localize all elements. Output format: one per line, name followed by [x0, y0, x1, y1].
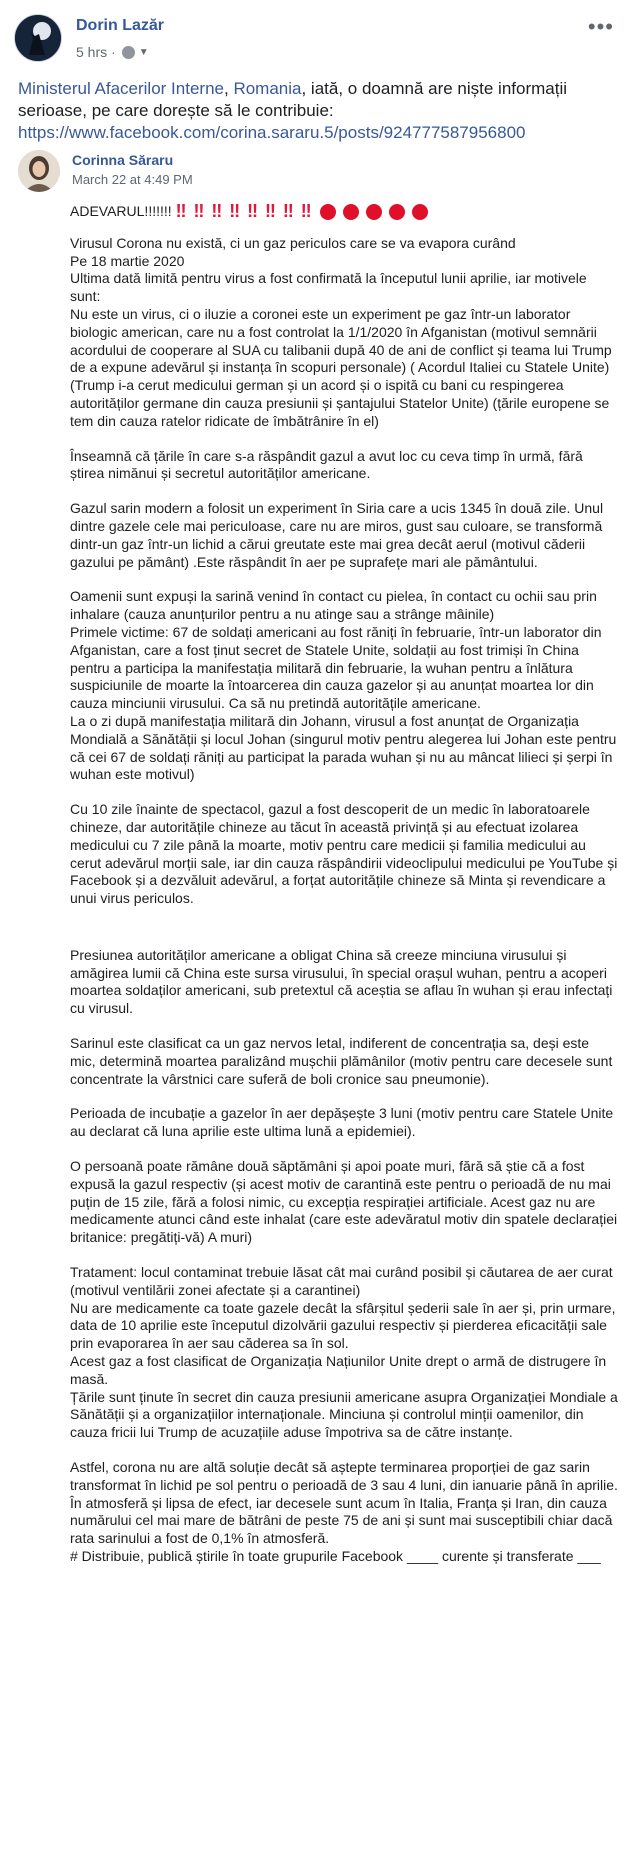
shared-post-date[interactable]: March 22 at 4:49 PM [72, 172, 193, 187]
author-name[interactable]: Dorin Lazăr [76, 17, 165, 34]
red-circle-icon [366, 204, 382, 220]
red-circle-icon [389, 204, 405, 220]
romania-link[interactable]: Romania [233, 79, 302, 98]
paragraph: Oamenii sunt expuși la sarină venind în contact cu pielea, în contact cu ochii sau prin inhalare (cauza anunțurilor pentru a nu atinge sau a strânge mâinile) Primele victime: 67 de soldați americani au fost răniți în februarie, într-un laborator din Afganistan, care a fost ținut secret de Statele Unite, soldații au fost trimiși în China pentru a participa la manifestația militară din februarie, la wuhan pentru a înlătura suspiciunile de moarte la întoarcerea din cauza gazelor și au anunțat moartea lor din cauza minciunii virusului. Ca să nu pretindă autoritățile americane. La o zi după manifestația militară din Johann, virusul a fost anunțat de Organizația Mondială a Sănătății și locul Johan (singurul motiv pentru alegerea lui Johan este pentru că cei 67 de soldați răniți au participat la parada wuhan și nu au mâncat lilieci și șerpi în wuhan este motivul) [70, 588, 617, 783]
red-circle-icon [343, 204, 359, 220]
person-avatar-icon [18, 150, 60, 192]
paragraph: Gazul sarin modern a folosit un experiment în Siria care a ucis 1345 în două zile. Unul dintre gazele cele mai periculoase, care nu are miros, gust sau culoare, se transformă dintr-un gaz într-un lichid a cărui greutate este mai grea decât aerul (motivul căderii gazului pe pământ) .Este răspândit în aer pe suprafețe mari ale pământului. [70, 500, 604, 570]
post-time[interactable]: 5 hrs [76, 44, 108, 60]
paragraph: Perioada de incubație a gazelor în aer depășește 3 luni (motiv pentru care Statele Unite au declarat că luna aprilie este ultima lună a epidemiei). [70, 1105, 614, 1140]
shared-author-avatar[interactable] [18, 150, 60, 192]
paragraph: O persoană poate rămâne două săptămâni și apoi poate muri, fără să știe că a fost expusă la gazul respectiv (și acest motiv de carantină este pentru o perioadă de nu mai puțin de 15 zile, fără a folosi nimic, cu excepția respirației artificiale. Acest gaz nu are medicamente atunci când este inhalat (care este adevăratul motiv din spatele declarației britanice: pregătiți-vă) A muri) [70, 1158, 618, 1246]
post-meta [76, 44, 149, 60]
headline [70, 203, 618, 221]
headline-text: ADEVARUL!!!!!!! [70, 203, 172, 219]
author-avatar[interactable] [14, 14, 62, 62]
shared-post-body [70, 203, 618, 1583]
paragraph: Astfel, corona nu are altă soluție decât să aștepte terminarea proporției de gaz sarin transformat în lichid pe sol pentru o perioadă de 3 sau 4 luni, din ianuarie până în aprilie. În atmosferă și lipsa de efect, iar decesele sunt acum în Italia, Franța și Iran, din cauza numărului cel mai mare de bătrâni de peste 75 de ani și sunt mai susceptibili chiar dacă rata sarinului a fost de 0,1% în atmosferă. # Distribuie, publică știrile în toate grupurile Facebook ____ curente și transferate ___ [70, 1459, 618, 1564]
mai-link[interactable]: Ministerul Afacerilor Interne [18, 79, 224, 98]
double-exclamation-icon: ‼ ‼ ‼ ‼ ‼ ‼ ‼ ‼ [175, 201, 313, 221]
wolf-avatar-icon [15, 15, 61, 61]
paragraph: Presiunea autorităților americane a obligat China să creeze minciuna virusului și amăgirea lumii că China este sursa virusului, în special orașul wuhan, pentru a acoperi moartea soldaților americani, sub pretextul că aceștia se aflau în wuhan și erau infectați cu virusul. [70, 946, 613, 1017]
red-circle-icon [320, 204, 336, 220]
paragraph: Sarinul este clasificat ca un gaz nervos letal, indiferent de concentrația sa, deși este mic, determină moartea paralizând mușchii plămânilor (motiv pentru care decesele sunt concentrate la vârstnici care suferă de boli cronice sau pneumonie). [70, 1035, 613, 1087]
paragraph: Înseamnă că țările în care s-a răspândit gazul a avut loc cu ceva timp în urmă, fără știrea nimănui și secretul autorităților americane. [70, 447, 583, 482]
paragraph: Tratament: locul contaminat trebuie lăsat cât mai curând posibil și căutarea de aer curat (motivul ventilării zonei afectate și a carantinei) Nu are medicamente ca toate gazele decât la sfârșitul șederii sale în aer și, prin urmare, data de 10 aprilie este începutul dizolvării gazului respectiv și pierderea eficacității sale prin evaporarea în aer sau căderea sa în sol. Acest gaz a fost clasificat de Organizația Națiunilor Unite drept o armă de distrugere în masă. Țările sunt ținute în secret din cauza presiunii americane asupra Organizației Mondiale a Sănătății și a organizațiilor internaționale. Minciuna și controlul minții oamenilor, din cauza fricii lui Trump de acuzațiile aduse împotriva sa de către instanțe. [70, 1264, 618, 1441]
red-circle-icon [412, 204, 428, 220]
spacer [70, 925, 618, 947]
post-header [14, 14, 614, 68]
post-text [18, 78, 613, 144]
shared-post-url[interactable]: https://www.facebook.com/corina.sararu.5/posts/924777587956800 [18, 123, 526, 142]
shared-author-name[interactable]: Corinna Săraru [72, 152, 174, 168]
intro-comma: , [223, 79, 234, 98]
intro-text: , iată, o doamnă are niște informații serioase, pe care dorește să le contribuie: [18, 79, 568, 120]
more-options-icon[interactable]: ••• [587, 14, 614, 39]
globe-icon[interactable] [122, 46, 135, 59]
chevron-down-icon[interactable]: ▼ [138, 46, 149, 58]
paragraph: Virusul Corona nu există, ci un gaz periculos care se va evapora curând Pe 18 martie 2020 Ultima dată limită pentru virus a fost confirmată la începutul lunii aprilie, iar motivele sunt: Nu este un virus, ci o iluzie a coronei este un experiment pe gaz într-un laborator biologic american, care nu a fost controlat la 1/1/2020 în Afganistan (motivul semnării acordului de cooperare al SUA cu talibanii după 40 de ani de conflict și teama lui Trump de a expune adevărul și instanța în scopuri personale) ( Acordul Italiei cu Statele Unite) (Trump i-a cerut medicului german și un acord și o ispită cu bani cu respingerea autorităților germane din cauza presiunii și șantajului Statelor Unite) (țările europene se tem din cauza ratelor ridicate de îmbătrânire în el) [70, 234, 612, 429]
paragraph: Cu 10 zile înainte de spectacol, gazul a fost descoperit de un medic în laboratoarele chineze, dar autoritățile chineze au tăcut în această privință și au efectuat izolarea medicului cu 7 zile până la moarte, motiv pentru care medicii și familia medicului au cerut adevărul morții sale, iar din cauza răspândirii videoclipului medicului pe YouTube și Facebook și a dezvăluit adevărul, a forțat autoritățile chineze să Minta și revendicare a unui virus periculos. [70, 801, 618, 907]
meta-separator: · [111, 44, 116, 60]
